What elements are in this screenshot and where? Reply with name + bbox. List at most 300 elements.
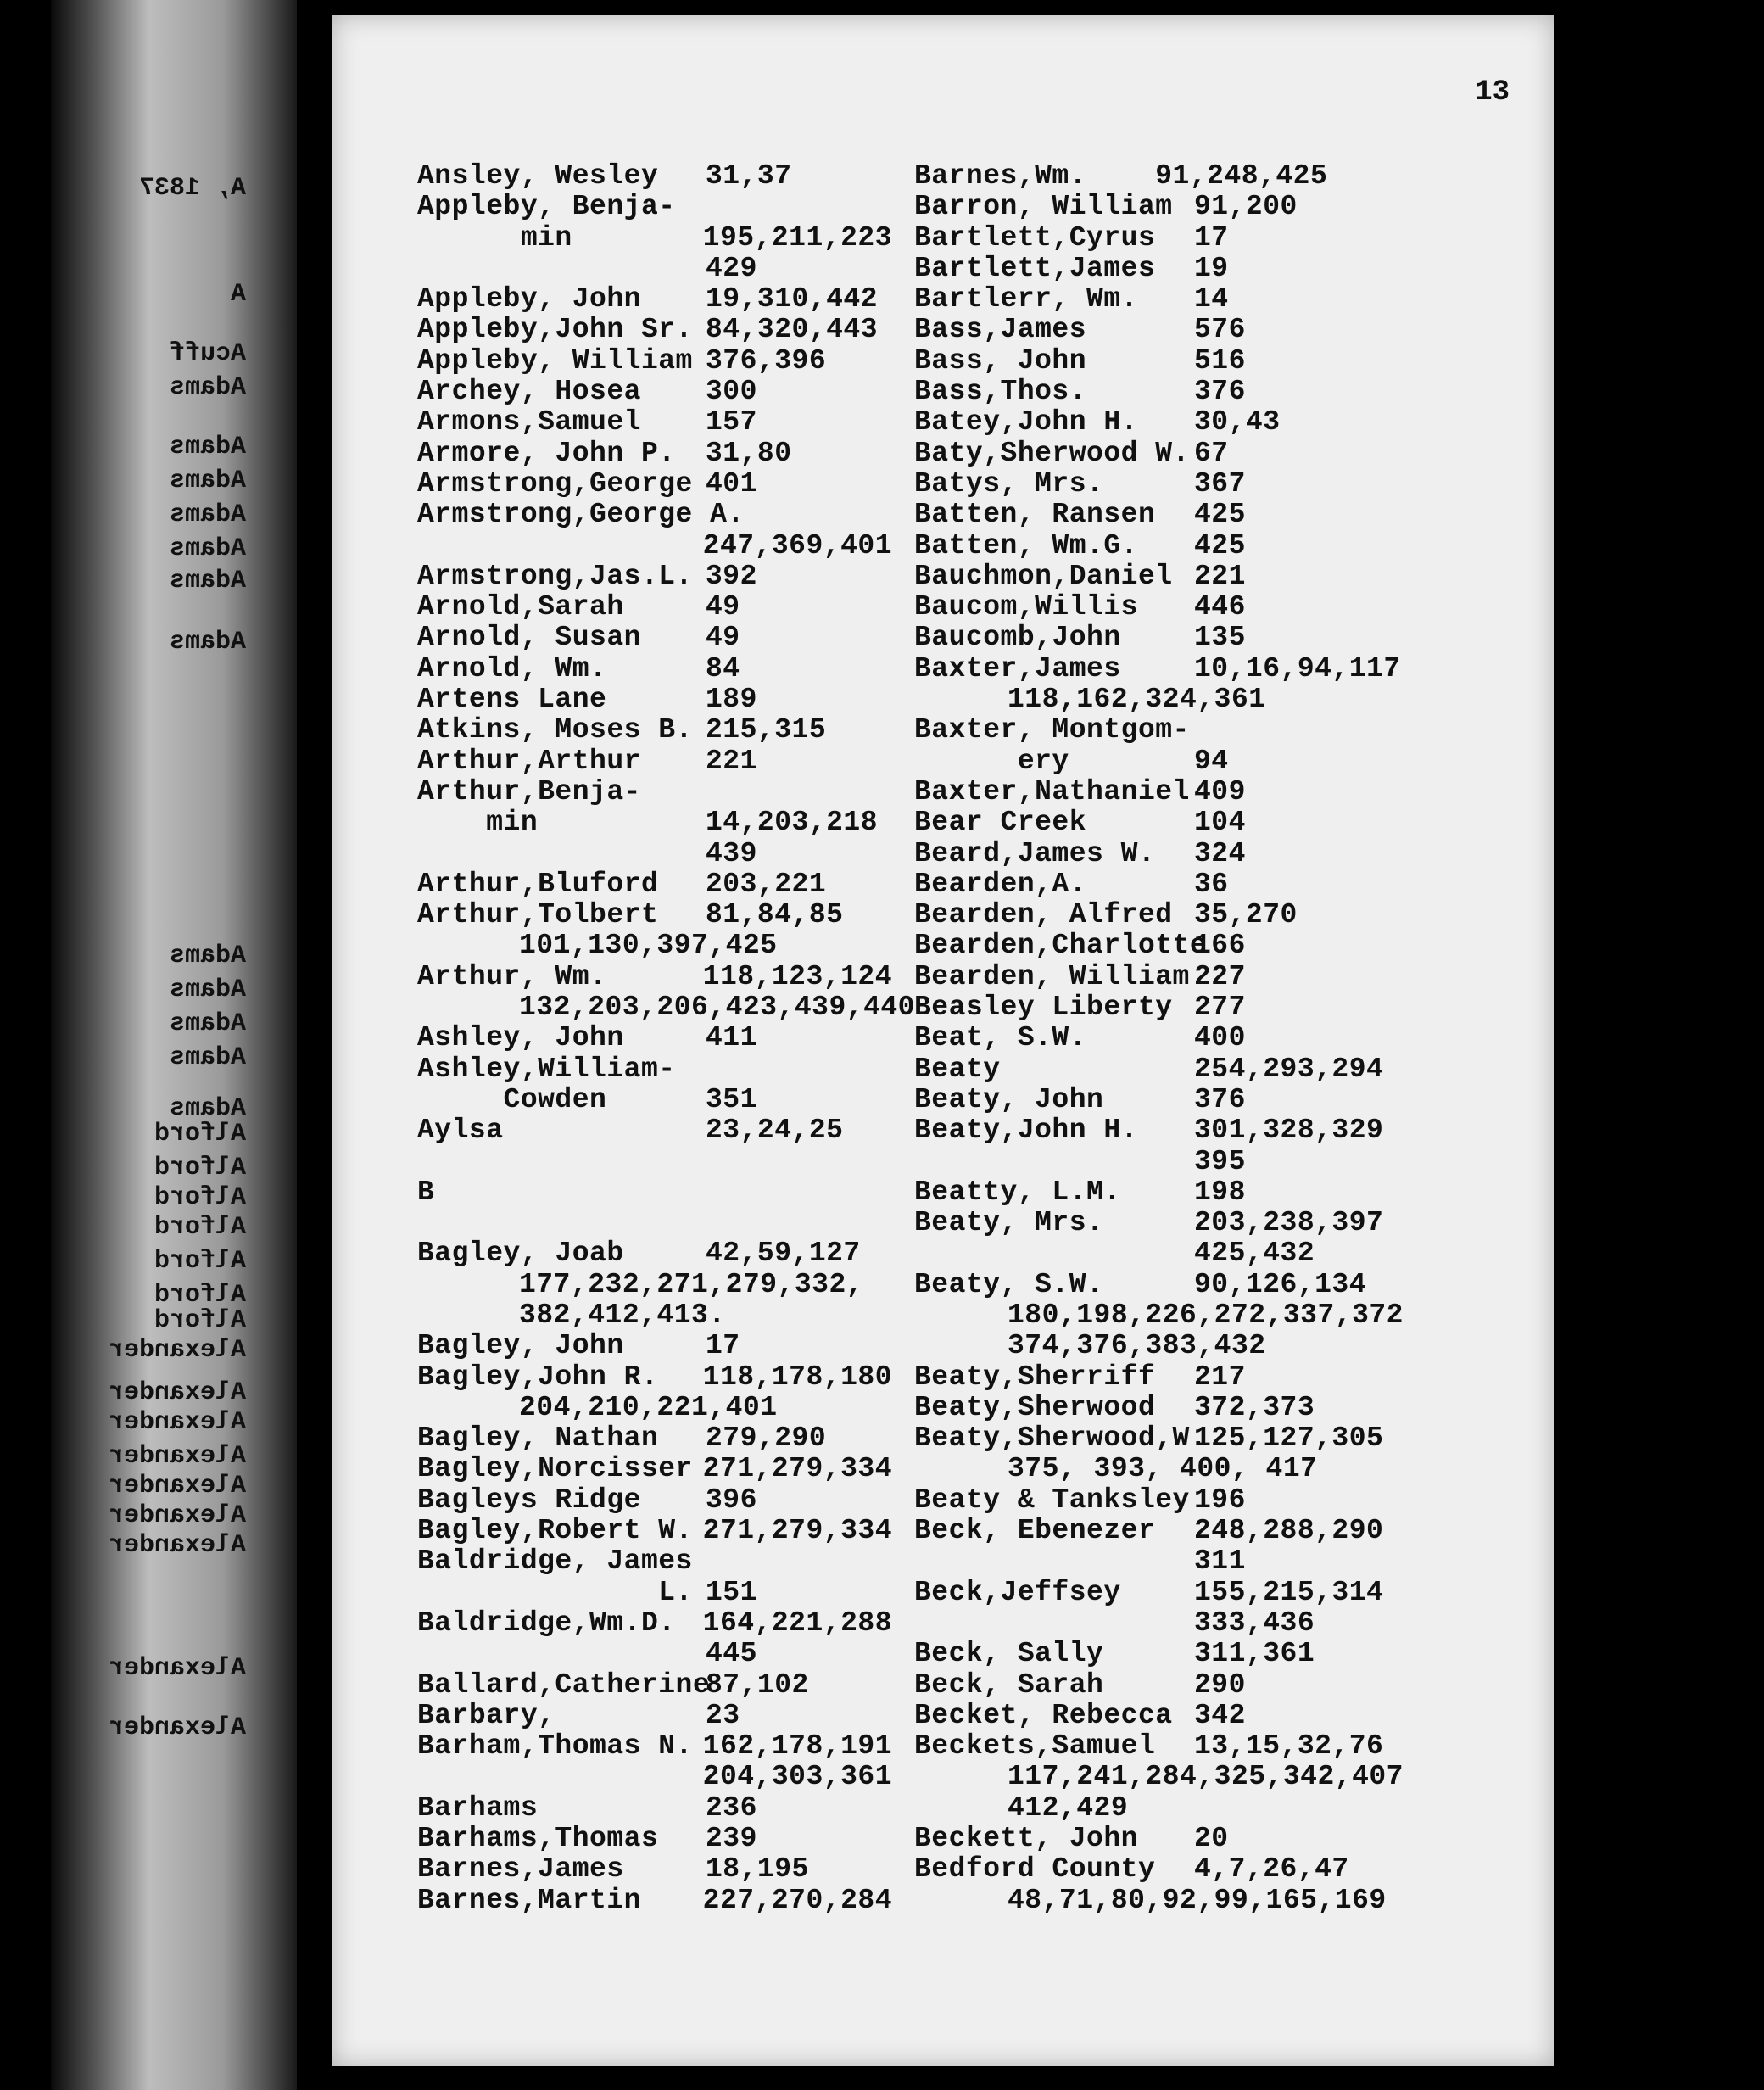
entry-pages: 135 (1194, 622, 1246, 654)
bleed-through-strip (51, 0, 297, 2090)
entry-pages: 35,270 (1194, 899, 1298, 931)
entry-pages: 203,221 (706, 868, 827, 900)
index-entry (914, 1701, 1525, 1731)
index-entry (417, 1270, 892, 1300)
entry-pages: 155,215,314 (1194, 1576, 1384, 1608)
entry-pages: 301,328,329 (1194, 1115, 1384, 1147)
entry-pages: 516 (1194, 344, 1246, 377)
entry-name: Ballard,Catherine (417, 1668, 711, 1701)
entry-name (417, 839, 706, 869)
entry-pages: 215,315 (706, 714, 827, 746)
index-entry (417, 1423, 892, 1454)
index-entry (914, 1886, 1525, 1916)
index-entry (914, 1546, 1525, 1577)
entry-name: Cowden (417, 1083, 607, 1115)
index-entry (914, 531, 1525, 562)
entry-pages: 429 (706, 252, 757, 284)
entry-pages: 401 (706, 467, 757, 500)
index-entry (914, 900, 1525, 930)
page-number: 13 (1475, 76, 1510, 109)
index-entry (914, 1516, 1525, 1546)
entry-name: Bass, John (914, 344, 1087, 377)
entry-name: Barham,Thomas N. (417, 1730, 693, 1763)
index-entry (914, 1177, 1525, 1208)
entry-name: Ansley, Wesley (417, 160, 659, 192)
index-entry (417, 1701, 892, 1731)
bleed-through-text: Alford (154, 1213, 246, 1242)
entry-pages: 227 (1194, 960, 1246, 992)
index-entry (914, 962, 1525, 992)
index-entry (914, 1147, 1525, 1177)
entry-name: Appleby, John (417, 283, 641, 316)
bleed-through-text: Alexander (108, 1713, 246, 1742)
entry-name: Bearden, William (914, 960, 1190, 992)
entry-name: Bagley, Nathan (417, 1422, 659, 1455)
entry-pages: 351 (706, 1083, 757, 1115)
entry-name: Beaty & Tanksley (914, 1484, 1190, 1516)
entry-pages: 87,102 (706, 1668, 809, 1701)
entry-pages-continued: 118,162,324,361 (1008, 684, 1266, 716)
entry-pages: 31,80 (706, 437, 792, 469)
entry-name: Bass,James (914, 314, 1087, 346)
entry-pages: 300 (706, 376, 757, 408)
entry-name: Arthur,Bluford (417, 868, 659, 900)
bleed-through-text: Adams (169, 373, 246, 402)
entry-name: Bartlett,James (914, 252, 1156, 284)
index-entry (417, 592, 892, 623)
entry-pages: 311 (1194, 1545, 1246, 1578)
entry-pages: 409 (1194, 775, 1246, 808)
index-entry (417, 654, 892, 685)
entry-pages: 204,303,361 (702, 1761, 892, 1793)
entry-pages: 81,84,85 (706, 899, 844, 931)
bleed-through-text: Alford (154, 1154, 246, 1182)
entry-name: Armons,Samuel (417, 406, 641, 439)
index-entry (914, 1362, 1525, 1393)
index-entry (914, 869, 1525, 900)
index-entry (914, 1300, 1525, 1331)
index-entry (914, 1238, 1525, 1269)
entry-name: Arthur, Wm. (417, 960, 607, 992)
index-entry (417, 1115, 892, 1146)
index-entry (914, 1423, 1525, 1454)
index-entry (914, 161, 1525, 192)
bleed-through-text: Adams (169, 1094, 246, 1123)
bleed-through-text: Alford (154, 1183, 246, 1212)
index-entry (417, 623, 892, 653)
entry-name: Beat, S.W. (914, 1022, 1087, 1054)
entry-pages: 4,7,26,47 (1194, 1853, 1349, 1886)
bleed-through-text: Adams (169, 942, 246, 970)
index-entry (417, 900, 892, 930)
entry-name: Beatty, L.M. (914, 1176, 1121, 1208)
entry-pages-continued: 374,376,383,432 (1008, 1330, 1266, 1362)
index-entry (914, 992, 1525, 1023)
index-entry (417, 1886, 892, 1916)
entry-name: Batten, Wm.G. (914, 529, 1138, 562)
entry-pages: 439 (706, 837, 757, 869)
entry-pages: 19 (1194, 252, 1229, 284)
index-entry (914, 592, 1525, 623)
entry-name: Bagley, Joab (417, 1238, 624, 1270)
entry-pages-continued: 132,203,206,423,439,440 (519, 992, 915, 1024)
entry-name: Bagley,Robert W. (417, 1515, 693, 1547)
entry-name (914, 1147, 1194, 1177)
index-entry (417, 1300, 892, 1331)
entry-pages: 162,178,191 (702, 1730, 892, 1763)
index-entry (914, 685, 1525, 715)
entry-pages: 104 (1194, 807, 1246, 839)
entry-pages: 84,320,443 (706, 314, 879, 346)
entry-pages: 248,288,290 (1194, 1515, 1384, 1547)
entry-pages: 576 (1194, 314, 1246, 346)
index-entry (417, 1731, 892, 1762)
entry-pages: 49 (706, 591, 740, 623)
entry-pages-continued: 412,429 (1008, 1791, 1129, 1824)
entry-pages: 17 (1194, 221, 1229, 254)
index-entry (417, 1054, 892, 1085)
entry-pages: 425,432 (1194, 1238, 1315, 1270)
bleed-through-text: Alford (154, 1120, 246, 1148)
entry-name: Ashley,William- (417, 1053, 676, 1085)
entry-name: Baucomb,John (914, 622, 1121, 654)
index-entry (914, 1454, 1525, 1484)
entry-pages-continued: 117,241,284,325,342,407 (1008, 1761, 1404, 1793)
index-entry (914, 346, 1525, 377)
index-entry (417, 1516, 892, 1546)
entry-pages: 400 (1194, 1022, 1246, 1054)
bleed-through-text: Adams (169, 1009, 246, 1038)
entry-name: Beaty (914, 1053, 1001, 1085)
bleed-through-text: Alexander (108, 1501, 246, 1530)
entry-pages: 14 (1194, 283, 1229, 316)
entry-pages: 445 (706, 1638, 757, 1670)
index-entry (914, 715, 1525, 746)
entry-name: Baxter,James (914, 652, 1121, 685)
entry-pages: 279,290 (706, 1422, 827, 1455)
entry-name: B (417, 1176, 435, 1208)
entry-name: Beaty,Sherwood,W. (914, 1422, 1208, 1455)
entry-name: min (417, 807, 539, 839)
entry-name: Beck,Jeffsey (914, 1576, 1121, 1608)
bleed-through-text: Adams (169, 1043, 246, 1072)
entry-pages: 31,37 (706, 160, 792, 192)
index-entry (417, 777, 892, 808)
entry-name (914, 1546, 1194, 1577)
index-entry (417, 531, 892, 562)
index-column-right (914, 161, 1525, 1916)
entry-name: Beaty,Sherriff (914, 1361, 1156, 1393)
entry-name (914, 1238, 1194, 1269)
entry-name: Arthur,Benja- (417, 775, 641, 808)
entry-pages-continued: 48,71,80,92,99,165,169 (1008, 1884, 1387, 1916)
bleed-through-text: Alexander (108, 1654, 246, 1683)
bleed-through-text: Adams (169, 975, 246, 1004)
entry-name: Appleby,John Sr. (417, 314, 693, 346)
index-entry (914, 284, 1525, 315)
bleed-through-text: Alexander (108, 1472, 246, 1500)
entry-name: Baty,Sherwood W. (914, 437, 1190, 469)
index-entry (914, 930, 1525, 961)
bleed-through-text: Alexander (108, 1378, 246, 1407)
entry-name: Atkins, Moses B. (417, 714, 693, 746)
entry-pages: 376,396 (706, 344, 827, 377)
entry-pages: 189 (706, 684, 757, 716)
entry-pages: 36 (1194, 868, 1229, 900)
entry-pages: 396 (706, 1484, 757, 1516)
index-entry (914, 500, 1525, 530)
entry-name: ery (914, 745, 1069, 777)
index-entry (914, 1731, 1525, 1762)
entry-name: Appleby, Benja- (417, 191, 676, 223)
index-entry (914, 746, 1525, 777)
index-column-left (417, 160, 915, 1916)
entry-name: Archey, Hosea (417, 376, 641, 408)
index-entry (417, 192, 892, 222)
entry-pages: 376 (1194, 1083, 1246, 1115)
blank-line (417, 1208, 892, 1238)
entry-name (417, 1639, 706, 1669)
index-entry (417, 223, 892, 254)
index-entry (417, 439, 892, 469)
bleed-through-text: Adams (169, 628, 246, 657)
entry-name: Ashley, John (417, 1022, 624, 1054)
entry-pages: 446 (1194, 591, 1246, 623)
entry-name (417, 1762, 703, 1792)
entry-name: Beaty, Mrs. (914, 1207, 1104, 1239)
index-entry (914, 1608, 1525, 1639)
index-entry (417, 808, 892, 838)
index-entry (914, 562, 1525, 592)
index-entry (417, 1608, 892, 1639)
index-entry (417, 562, 892, 592)
entry-pages: 271,279,334 (702, 1453, 892, 1485)
index-entry (417, 1362, 892, 1393)
index-entry (417, 992, 915, 1024)
entry-pages: 90,126,134 (1194, 1268, 1367, 1300)
entry-name: Batys, Mrs. (914, 467, 1104, 500)
index-entry (417, 1454, 892, 1484)
index-entry (417, 500, 892, 530)
entry-pages: 19,310,442 (706, 283, 879, 316)
entry-pages: 166 (1194, 930, 1246, 962)
index-entry (914, 1824, 1525, 1854)
index-entry (417, 1639, 892, 1669)
index-entry (914, 1208, 1525, 1238)
index-entry (914, 1578, 1525, 1608)
entry-name: Beck, Ebenezer (914, 1515, 1156, 1547)
entry-name: Arthur,Arthur (417, 745, 641, 777)
entry-pages: 30,43 (1194, 406, 1281, 439)
index-entry (914, 1054, 1525, 1085)
entry-name: Bartlett,Cyrus (914, 221, 1156, 254)
entry-pages: 118,123,124 (702, 960, 892, 992)
entry-pages: 164,221,288 (702, 1607, 892, 1639)
entry-pages: 239 (706, 1823, 757, 1855)
entry-name: Artens Lane (417, 684, 607, 716)
entry-name: Barron, William (914, 191, 1173, 223)
index-entry (914, 1270, 1525, 1300)
entry-pages: 254,293,294 (1194, 1053, 1384, 1085)
entry-name: Beckets,Samuel (914, 1730, 1156, 1763)
index-entry (417, 284, 892, 315)
entry-pages: 367 (1194, 467, 1246, 500)
entry-name: Beasley Liberty (914, 992, 1173, 1024)
entry-name: Bass,Thos. (914, 376, 1087, 408)
entry-pages-continued: 204,210,221,401 (519, 1391, 778, 1423)
entry-pages: 67 (1194, 437, 1229, 469)
entry-pages: 23,24,25 (706, 1115, 844, 1147)
entry-name: Bearden,Charlotte (914, 930, 1208, 962)
entry-name: Beaty, John (914, 1083, 1104, 1115)
bleed-through-text: Alford (154, 1281, 246, 1310)
entry-pages: 376 (1194, 376, 1246, 408)
index-entry (417, 1393, 892, 1423)
entry-pages: 84 (706, 652, 740, 685)
index-entry (417, 1331, 892, 1361)
index-entry (417, 839, 892, 869)
index-entry (417, 315, 892, 345)
entry-pages: 221 (706, 745, 757, 777)
entry-name: Bearden,A. (914, 868, 1087, 900)
entry-pages: 324 (1194, 837, 1246, 869)
index-entry (914, 223, 1525, 254)
index-entry (417, 715, 892, 746)
entry-name: Armstrong,George (417, 467, 693, 500)
entry-name: L. (417, 1576, 693, 1608)
entry-pages: 91,200 (1194, 191, 1298, 223)
entry-pages: 151 (706, 1576, 757, 1608)
index-entry (417, 469, 892, 500)
entry-name: Baldridge,Wm.D. (417, 1607, 676, 1639)
entry-pages: 411 (706, 1022, 757, 1054)
bleed-through-text: Alexander (108, 1336, 246, 1365)
entry-pages: 227,270,284 (702, 1884, 892, 1916)
entry-name (417, 531, 703, 562)
bleed-through-text: A (230, 280, 246, 309)
index-entry (417, 1824, 892, 1854)
entry-pages: 198 (1194, 1176, 1246, 1208)
entry-name: Beaty,Sherwood (914, 1391, 1156, 1423)
entry-name: Arnold, Wm. (417, 652, 607, 685)
entry-pages: 277 (1194, 992, 1246, 1024)
entry-name: Barbary, (417, 1699, 555, 1731)
index-entry (417, 377, 892, 407)
index-entry (417, 685, 892, 715)
index-entry (417, 161, 892, 192)
entry-name: Arnold,Sarah (417, 591, 624, 623)
entry-pages: 14,203,218 (706, 807, 879, 839)
index-entry (417, 1854, 892, 1885)
index-entry (417, 1085, 892, 1115)
entry-pages: 157 (706, 406, 757, 439)
entry-name: Beard,James W. (914, 837, 1156, 869)
index-entry (914, 1393, 1525, 1423)
bleed-through-text: Adams (169, 433, 246, 461)
index-entry (914, 1793, 1525, 1824)
entry-pages: 49 (706, 622, 740, 654)
entry-name: Bagley,John R. (417, 1361, 659, 1393)
blank-line (417, 1147, 892, 1177)
index-entry (914, 1639, 1525, 1669)
index-entry (417, 407, 892, 438)
index-entry (417, 1793, 892, 1824)
entry-name: Beaty,John H. (914, 1115, 1138, 1147)
entry-pages: 23 (706, 1699, 740, 1731)
entry-pages-continued: 382,412,413. (519, 1299, 726, 1331)
entry-pages: 425 (1194, 499, 1246, 531)
entry-name: Batey,John H. (914, 406, 1138, 439)
entry-name: Armstrong,Jas.L. (417, 560, 693, 592)
bleed-through-text: A, 1837 (138, 174, 246, 203)
entry-pages-continued: 101,130,397,425 (519, 930, 778, 962)
index-entry (417, 1485, 892, 1516)
index-entry (417, 1238, 892, 1269)
index-entry (417, 346, 892, 377)
entry-name: Baucom,Willis (914, 591, 1138, 623)
entry-pages: 196 (1194, 1484, 1246, 1516)
index-entry (914, 407, 1525, 438)
entry-name: Aylsa (417, 1115, 504, 1147)
entry-name: Bearden, Alfred (914, 899, 1173, 931)
index-entry (914, 1331, 1525, 1361)
bleed-through-text: Adams (169, 467, 246, 495)
entry-name: Batten, Ransen (914, 499, 1156, 531)
index-entry (914, 1485, 1525, 1516)
bleed-through-text: Alford (154, 1306, 246, 1335)
entry-name: Armore, John P. (417, 437, 676, 469)
entry-name: Baxter,Nathaniel (914, 775, 1190, 808)
entry-name (417, 254, 706, 284)
index-page (332, 15, 1554, 2066)
entry-pages: 18,195 (706, 1853, 809, 1886)
entry-pages: 195,211,223 (702, 221, 892, 254)
index-entry (914, 1115, 1525, 1146)
index-entry (914, 1023, 1525, 1053)
entry-pages: 271,279,334 (702, 1515, 892, 1547)
index-entry (914, 623, 1525, 653)
index-entry (417, 1762, 892, 1792)
index-entry (914, 377, 1525, 407)
entry-pages: 94 (1194, 745, 1229, 777)
index-entry (914, 192, 1525, 222)
bleed-through-text: Acuff (169, 339, 246, 368)
index-entry (914, 439, 1525, 469)
index-entry (914, 469, 1525, 500)
entry-name: Becket, Rebecca (914, 1699, 1173, 1731)
entry-pages: 125,127,305 (1194, 1422, 1384, 1455)
entry-pages: 236 (706, 1791, 757, 1824)
entry-pages-continued: 177,232,271,279,332, (519, 1268, 864, 1300)
bleed-through-text: Alexander (108, 1408, 246, 1437)
index-entry (417, 746, 892, 777)
entry-name: Baxter, Montgom- (914, 714, 1190, 746)
entry-name: Barnes,Martin (417, 1884, 641, 1916)
entry-name: Beckett, John (914, 1823, 1138, 1855)
index-entry (914, 315, 1525, 345)
entry-pages: 247,369,401 (702, 529, 892, 562)
entry-pages: 290 (1194, 1668, 1246, 1701)
entry-pages: 17 (706, 1330, 740, 1362)
index-entry (417, 1578, 892, 1608)
entry-pages: 342 (1194, 1699, 1246, 1731)
entry-name: Arnold, Susan (417, 622, 641, 654)
entry-name: Baldridge, James (417, 1545, 693, 1578)
bleed-through-text: Alford (154, 1247, 246, 1276)
entry-pages: 392 (706, 560, 757, 592)
index-entry (417, 962, 892, 992)
entry-name: Bauchmon,Daniel (914, 560, 1173, 592)
